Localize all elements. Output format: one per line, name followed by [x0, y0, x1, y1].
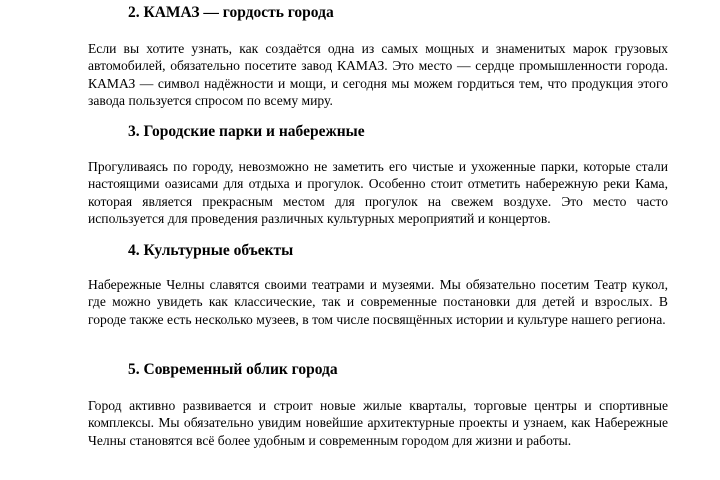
section-heading-parks: 3. Городские парки и набережные	[128, 123, 365, 140]
section-heading-culture: 4. Культурные объекты	[128, 242, 294, 259]
section-paragraph-modern: Город активно развивается и строит новые жилые кварталы, торговые центры и спортивные комплексы. Мы обязательно увидим новейшие архитектурные проекты и узнаем, как Набережные Челны становятся всё более удобным и современным городом для жизни и работы.	[88, 398, 668, 448]
section-paragraph-kamaz: Если вы хотите узнать, как создаётся одна из самых мощных и знаменитых марок грузовых автомобилей, обязательно посетите завод КАМАЗ. Это место — сердце промышленности города. КАМАЗ — символ надёжности и мощи, и сегодня мы можем гордиться тем, что продукция этого завода пользуется спросом по всему миру.	[88, 41, 668, 108]
section-paragraph-culture: Набережные Челны славятся своими театрами и музеями. Мы обязательно посетим Театр кукол, где можно увидеть как классические, так и современные постановки для детей и взрослых. В городе также есть несколько музеев, в том числе посвящённых истории и культуре нашего региона.	[88, 277, 668, 327]
section-heading-modern: 5. Современный облик города	[128, 361, 338, 378]
section-heading-kamaz: 2. КАМАЗ — гордость города	[128, 4, 334, 21]
section-paragraph-parks: Прогуливаясь по городу, невозможно не заметить его чистые и ухоженные парки, которые стали настоящими оазисами для отдыха и прогулок. Особенно стоит отметить набережную реки Кама, которая является прекрасным местом для прогулок на свежем воздухе. Это место часто используется для проведения различных культурных мероприятий и концертов.	[88, 159, 668, 226]
